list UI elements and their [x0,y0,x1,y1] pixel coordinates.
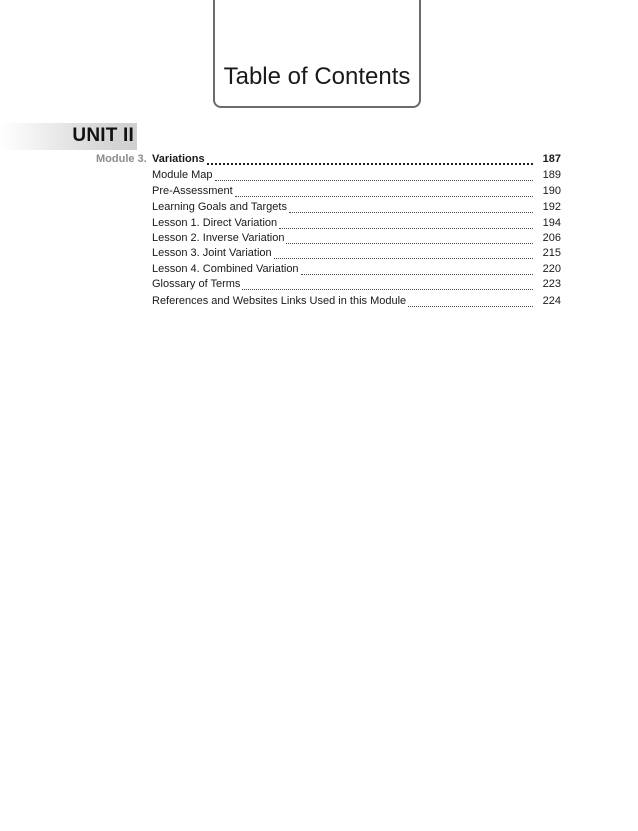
unit-label: UNIT II [72,125,134,146]
toc-page-number: 189 [542,169,561,181]
toc-entry-label: Lesson 4. Combined Variation [152,263,299,275]
toc-page-number: 220 [542,263,561,275]
toc-entry-label: Pre-Assessment [152,185,233,197]
module-prefix: Module 3. [96,153,147,165]
toc-page-number: 187 [542,153,561,165]
toc-leader [301,274,533,275]
toc-page-number: 192 [542,201,561,213]
toc-leader [235,196,533,197]
toc-row[interactable] [152,185,561,200]
toc-row[interactable] [152,263,561,278]
toc-leader [215,180,533,181]
toc-page-number: 190 [542,185,561,197]
title-tab [213,0,421,108]
toc-row[interactable] [152,278,561,293]
toc-row[interactable] [152,169,561,184]
toc-entry-label: Lesson 2. Inverse Variation [152,232,285,244]
toc-page-number: 206 [542,232,561,244]
toc-leader [242,289,533,290]
toc-entry-label: Lesson 3. Joint Variation [152,247,272,259]
toc-entry-label: Lesson 1. Direct Variation [152,217,278,229]
toc-entry-label: Module Map [152,169,213,181]
toc-page-number: 215 [542,247,561,259]
toc-page-number: 223 [542,278,561,290]
toc-leader [274,258,533,259]
toc-entry-label: Learning Goals and Targets [152,201,287,213]
toc-page-number: 194 [542,217,561,229]
page-title: Table of Contents [223,63,411,90]
toc-leader [408,306,533,307]
toc-leader [279,228,533,229]
unit-banner [0,123,137,150]
toc-row[interactable] [152,295,561,310]
toc-row[interactable] [152,201,561,216]
toc-leader [289,212,533,213]
toc-leader [286,243,533,244]
toc-leader [207,163,533,165]
toc-row[interactable] [152,217,561,232]
toc-entry-label: References and Websites Links Used in this Module [152,295,407,307]
toc-row[interactable] [152,232,561,247]
toc-row[interactable] [152,247,561,262]
toc-page-number: 224 [542,295,561,307]
toc-entry-label: Glossary of Terms [152,278,241,290]
toc-module-title: Variations [152,153,205,165]
toc-row-module[interactable] [152,153,561,168]
